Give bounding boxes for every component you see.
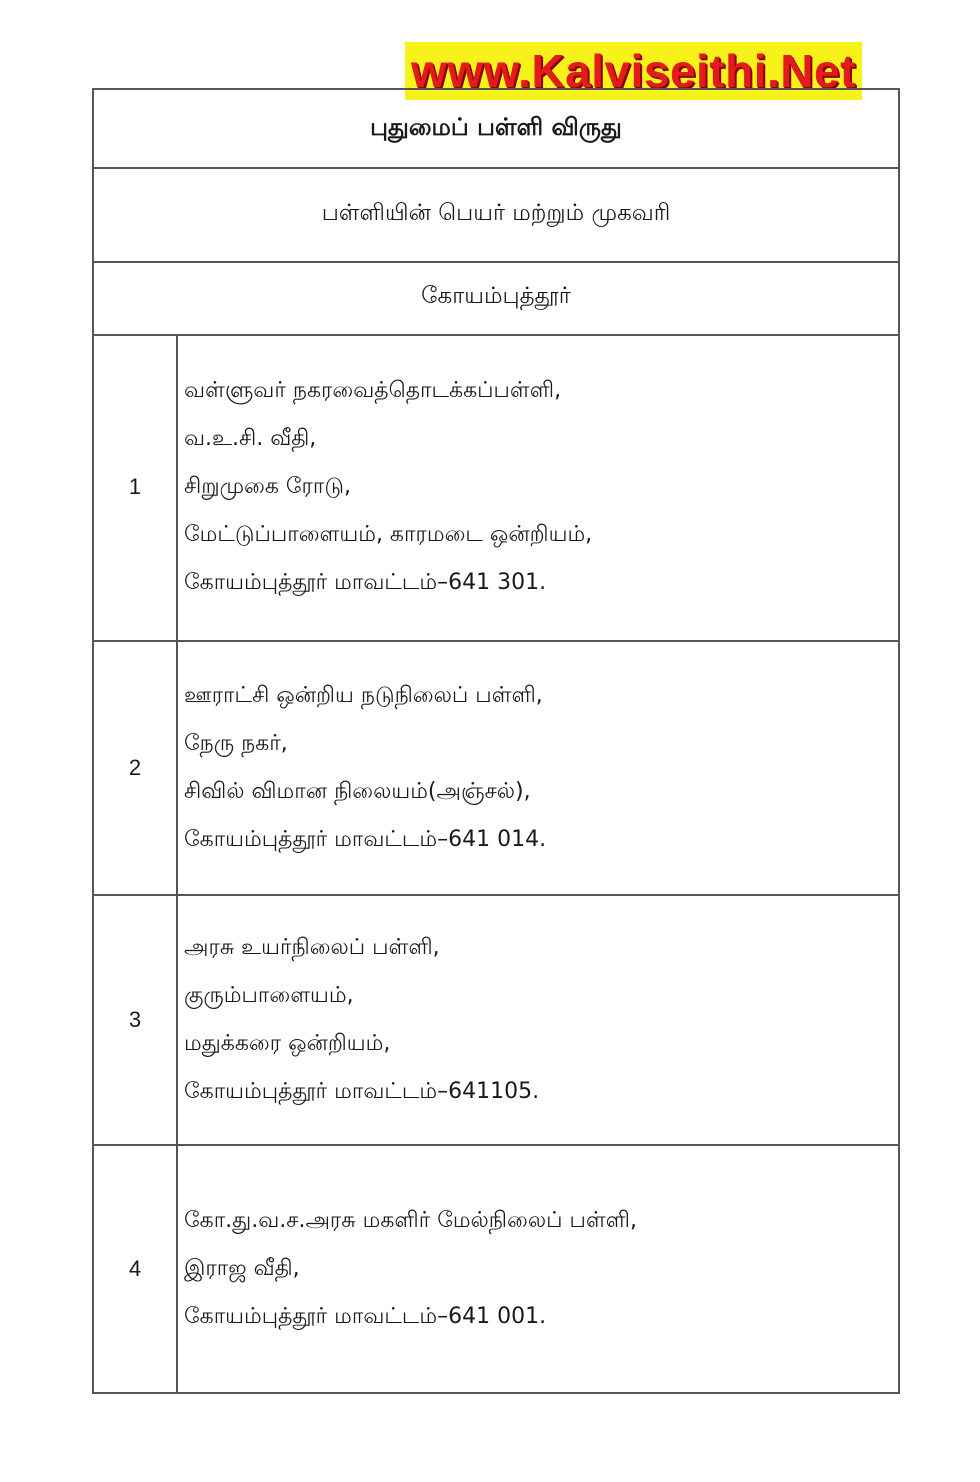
school-address bbox=[184, 896, 888, 1144]
school-address bbox=[184, 642, 888, 894]
school-address bbox=[184, 1146, 888, 1392]
address-line: நேரு நகர், bbox=[184, 731, 288, 756]
address-line: வள்ளுவர் நகரவைத்தொடக்கப்பள்ளி, bbox=[184, 378, 562, 403]
district-name: கோயம்புத்தூர் bbox=[421, 283, 571, 309]
school-address bbox=[184, 334, 888, 640]
address-line: மேட்டுப்பாளையம், காரமடை ஒன்றியம், bbox=[184, 522, 593, 547]
address-line: ஊராட்சி ஒன்றிய நடுநிலைப் பள்ளி, bbox=[184, 683, 543, 708]
school-entry-1 bbox=[94, 334, 898, 642]
subtitle-row bbox=[94, 167, 898, 263]
address-line: கோ.து.வ.ச.அரசு மகளிர் மேல்நிலைப் பள்ளி, bbox=[184, 1208, 637, 1233]
title-row bbox=[94, 90, 898, 169]
address-line: கோயம்புத்தூர் மாவட்டம்–641 001. bbox=[184, 1304, 547, 1329]
school-number: 4 bbox=[94, 1146, 178, 1392]
school-entry-3 bbox=[94, 896, 898, 1146]
address-line: அரசு உயர்நிலைப் பள்ளி, bbox=[184, 935, 440, 960]
site-watermark: www.Kalviseithi.Net bbox=[405, 42, 862, 100]
school-entry-2 bbox=[94, 642, 898, 896]
school-number: 2 bbox=[94, 642, 178, 894]
address-line: வ.உ.சி. வீதி, bbox=[184, 426, 317, 451]
column-header: பள்ளியின் பெயர் மற்றும் முகவரி bbox=[321, 199, 671, 226]
school-number: 3 bbox=[94, 896, 178, 1144]
address-line: இராஜ வீதி, bbox=[184, 1256, 300, 1281]
address-line: கோயம்புத்தூர் மாவட்டம்–641 301. bbox=[184, 570, 547, 595]
award-document-table bbox=[92, 88, 900, 1394]
address-line: கோயம்புத்தூர் மாவட்டம்–641105. bbox=[184, 1079, 540, 1104]
document-title: புதுமைப் பள்ளி விருது bbox=[370, 113, 622, 141]
school-number: 1 bbox=[94, 334, 178, 640]
district-row bbox=[94, 261, 898, 336]
address-line: குரும்பாளையம், bbox=[184, 983, 354, 1008]
address-line: சிறுமுகை ரோடு, bbox=[184, 474, 352, 499]
school-entry-4 bbox=[94, 1146, 898, 1392]
address-line: மதுக்கரை ஒன்றியம், bbox=[184, 1031, 391, 1056]
address-line: சிவில் விமான நிலையம்(அஞ்சல்), bbox=[184, 779, 531, 804]
address-line: கோயம்புத்தூர் மாவட்டம்–641 014. bbox=[184, 827, 547, 852]
